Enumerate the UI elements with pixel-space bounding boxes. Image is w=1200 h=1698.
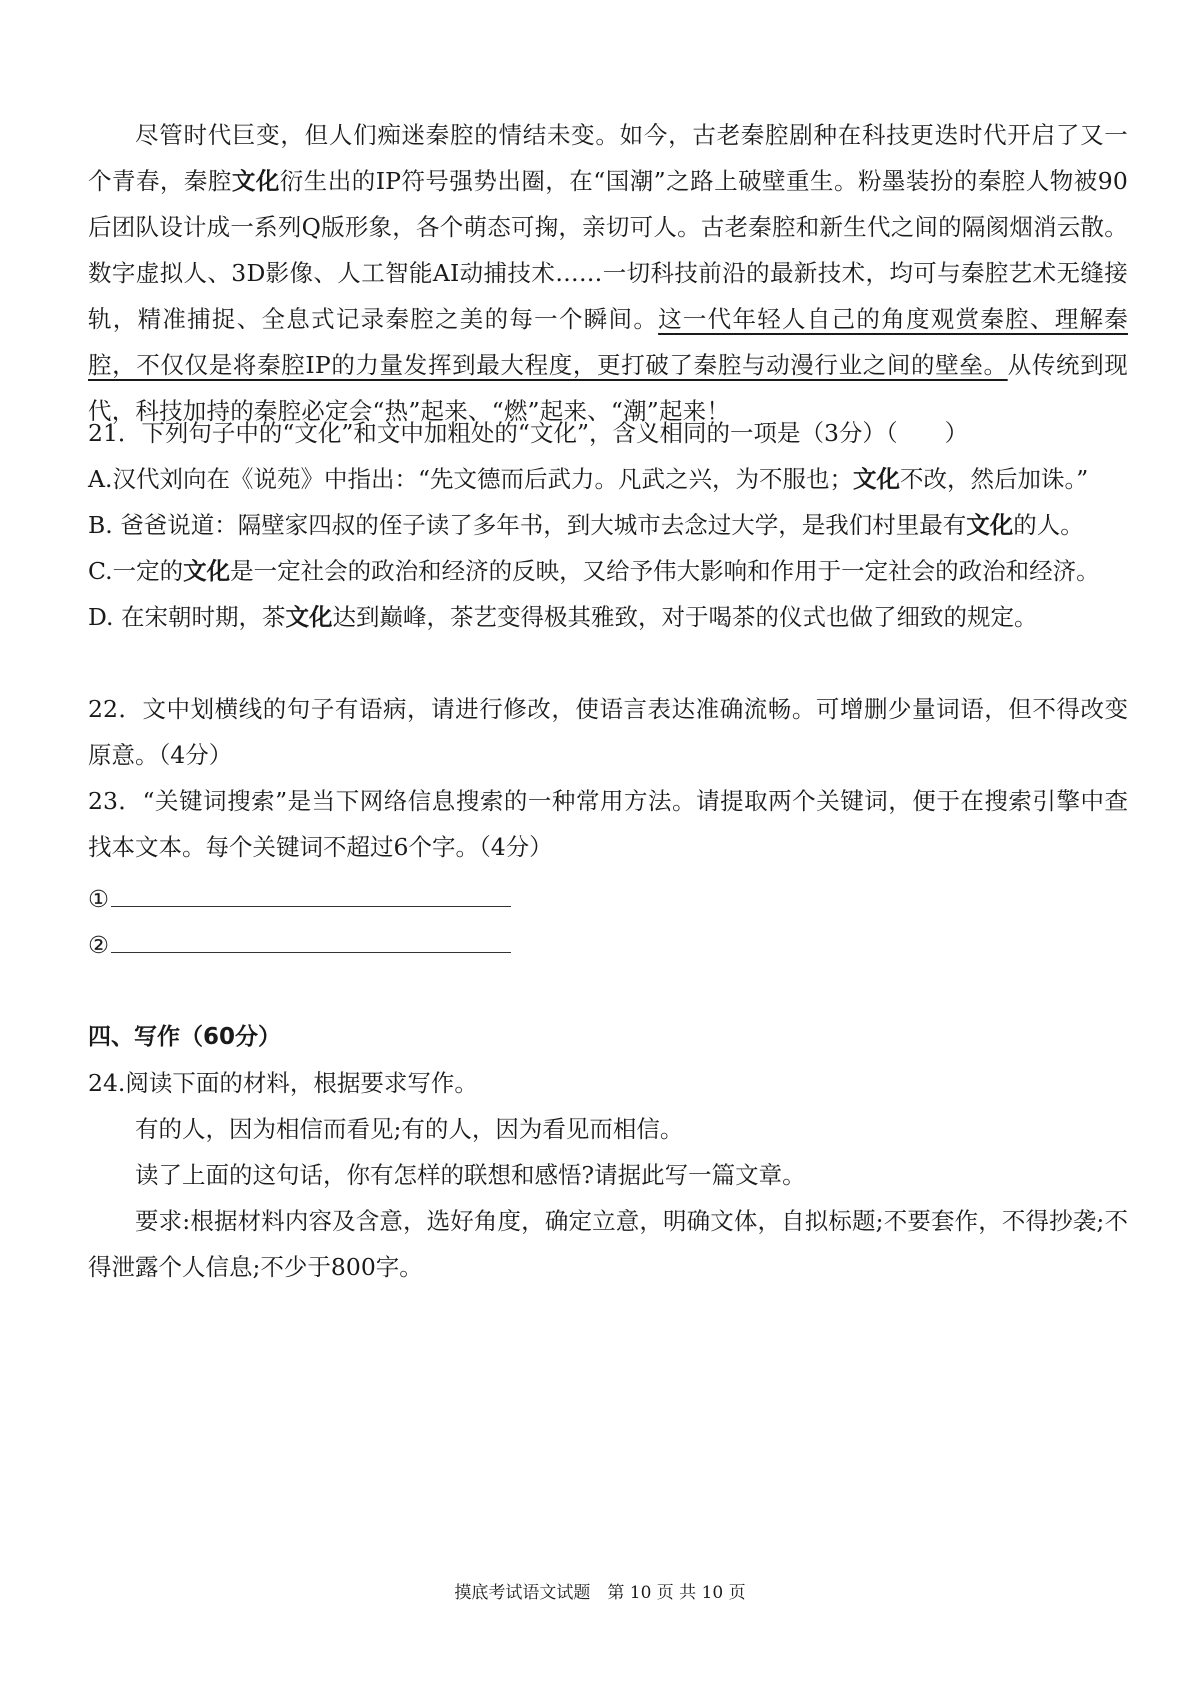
writing-material: 有的人，因为相信而看见;有的人，因为看见而相信。 bbox=[135, 1115, 684, 1143]
page-footer: 摸底考试语文试题 第 10 页 共 10 页 bbox=[454, 1583, 746, 1603]
passage-text: 从传统到现代，科技加持的秦腔必定会“热”起来、“燃”起来、“潮”起来！ bbox=[88, 351, 1128, 425]
option-d-text-end: 达到巅峰，茶艺变得极其雅致，对于喝茶的仪式也做了细致的规定。 bbox=[332, 603, 1038, 631]
section-writing bbox=[88, 1014, 1128, 1290]
option-d-bold: 文化 bbox=[285, 603, 333, 631]
option-a-bold: 文化 bbox=[852, 465, 900, 493]
passage-paragraph bbox=[88, 112, 1128, 434]
question-24: 24.阅读下面的材料，根据要求写作。 bbox=[88, 1069, 478, 1097]
question-21 bbox=[88, 410, 1128, 640]
blank-2-marker: ② bbox=[88, 931, 110, 959]
passage-text: 尽管时代巨变，但人们痴迷秦腔的情结未变。如今，古老秦腔剧种在科技更迭时代开启了又一个青春，秦腔 bbox=[88, 121, 1128, 195]
writing-prompt: 读了上面的这句话，你有怎样的联想和感悟?请据此写一篇文章。 bbox=[135, 1161, 806, 1189]
section-title: 四、写作（60分） bbox=[88, 1024, 282, 1050]
option-d bbox=[88, 594, 1128, 640]
blank-1-marker: ① bbox=[88, 885, 110, 913]
option-b-text-end: 的人。 bbox=[1013, 511, 1084, 539]
answer-blank-1 bbox=[88, 876, 1128, 922]
option-c-text-end: 是一定社会的政治和经济的反映，又给予伟大影响和作用于一定社会的政治和经济。 bbox=[230, 557, 1100, 585]
question-21-stem: 21．下列句子中的“文化”和文中加粗处的“文化”，含义相同的一项是（3分）（ ） bbox=[88, 419, 969, 447]
option-d-text: D. 在宋朝时期，茶 bbox=[88, 603, 286, 631]
option-b-bold: 文化 bbox=[966, 511, 1014, 539]
answer-blank-2 bbox=[88, 922, 1128, 968]
underlined-sentence: 这一代年轻人自己的角度观赏秦腔、理解秦腔，不仅仅是将秦腔IP的力量发挥到最大程度，更打破了秦腔与动漫行业之间的壁垒。 bbox=[88, 305, 1128, 379]
passage-text: 衍生出的IP符号强势出圈，在“国潮”之路上破壁重生。粉墨装扮的秦腔人物被90后团队设计成一系列Q版形象，各个萌态可掬，亲切可人。古老秦腔和新生代之间的隔阂烟消云散。数字虚拟人、3D影像、人工智能AI动捕技术……一切科技前沿的最新技术，均可与秦腔艺术无缝接轨，精准捕捉、全息式记录秦腔之美的每一个瞬间。 bbox=[88, 167, 1128, 333]
writing-requirements: 要求:根据材料内容及含意，选好角度，确定立意，明确文体，自拟标题;不要套作，不得抄袭;不得泄露个人信息;不少于800字。 bbox=[88, 1207, 1128, 1281]
blank-1-line[interactable] bbox=[111, 880, 511, 907]
option-a-text-end: 不改，然后加诛。” bbox=[899, 465, 1089, 493]
option-a-text: A.汉代刘向在《说苑》中指出：“先文德而后武力。凡武之兴，为不服也； bbox=[88, 465, 853, 493]
bold-keyword: 文化 bbox=[231, 167, 280, 195]
blank-2-line[interactable] bbox=[111, 926, 511, 953]
question-22: 22．文中划横线的句子有语病，请进行修改，使语言表达准确流畅。可增删少量词语，但不得改变原意。（4分） bbox=[88, 695, 1128, 769]
option-b bbox=[88, 502, 1128, 548]
option-c-bold: 文化 bbox=[183, 557, 231, 585]
option-c-text: C.一定的 bbox=[88, 557, 184, 585]
question-23 bbox=[88, 778, 1128, 968]
option-b-text: B. 爸爸说道：隔壁家四叔的侄子读了多年书，到大城市去念过大学，是我们村里最有 bbox=[88, 511, 967, 539]
reading-passage bbox=[88, 112, 1128, 434]
option-a bbox=[88, 456, 1128, 502]
option-c bbox=[88, 548, 1128, 594]
question-23-text: 23．“关键词搜索”是当下网络信息搜索的一种常用方法。请提取两个关键词，便于在搜索引擎中查找本文本。每个关键词不超过6个字。（4分） bbox=[88, 787, 1128, 861]
